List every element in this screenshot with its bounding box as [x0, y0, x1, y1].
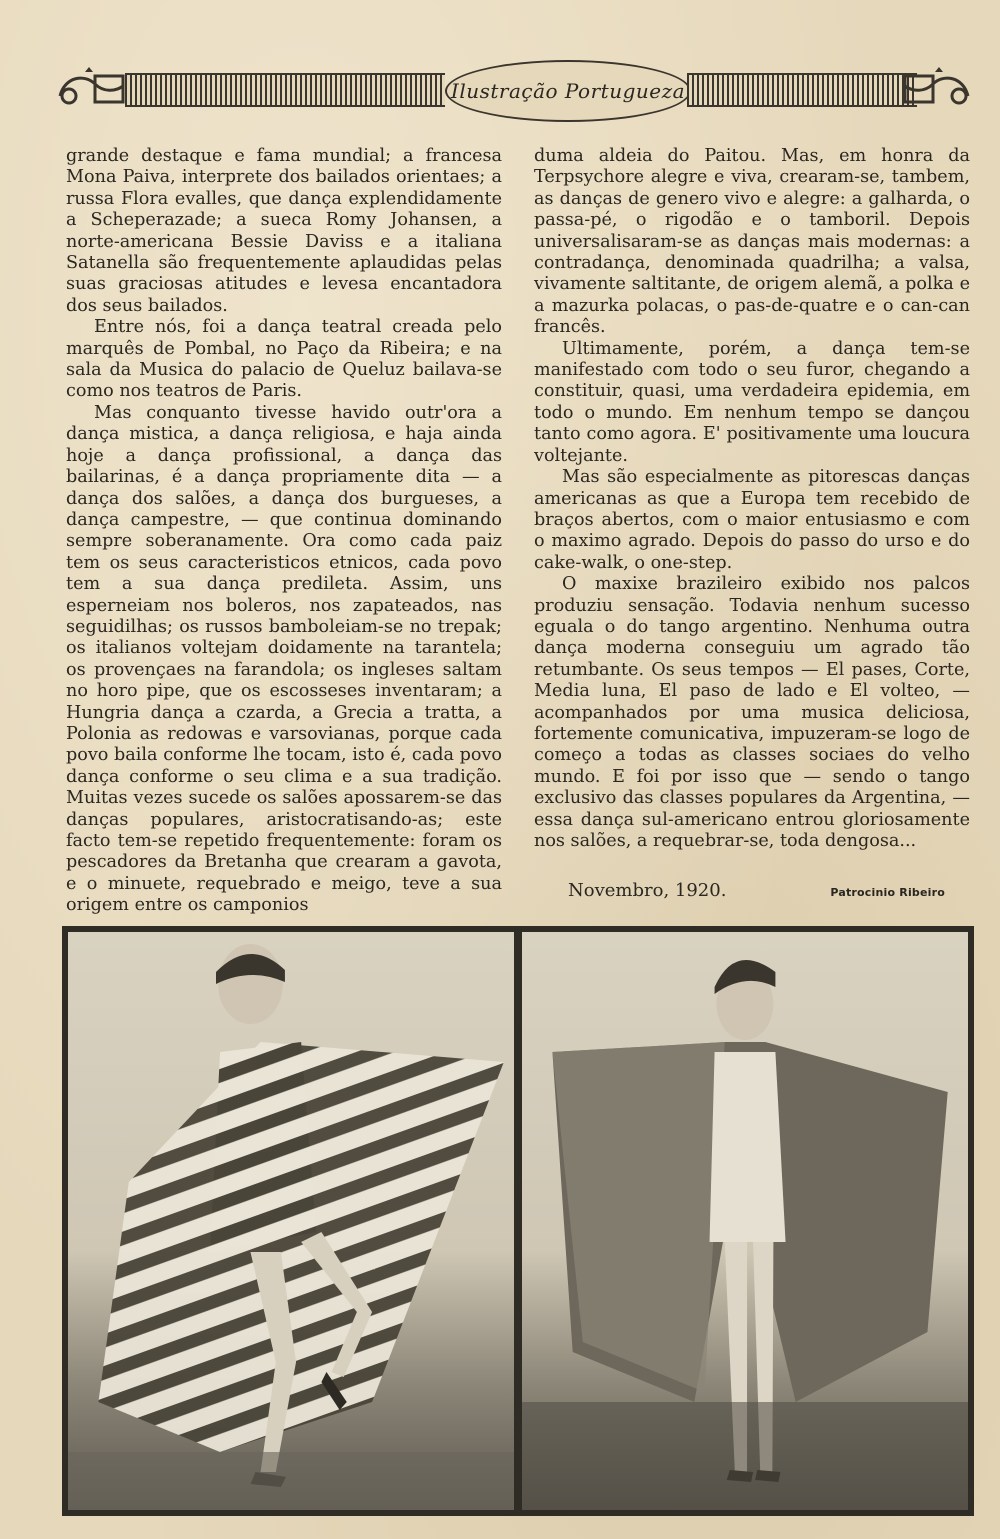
masthead [55, 60, 973, 120]
paragraph: Ultimamente, porém, a dança tem-se manifestado com todo o seu furor, chegando a constituir, quasi, uma verdadeira epidemia, em todo o mundo. Em nenhum tempo se dançou tanto como agora. E' positivamente uma loucura voltejante. [534, 338, 970, 466]
paragraph: O maxixe brazileiro exibido nos palcos produziu sensação. Todavia nenhum sucesso eguala o do tango argentino. Nenhuma outra dança moderna conseguiu um agrado tão retumbante. Os seus tempos — El pases, Corte, Media luna, El paso de lado e El volteo, — acompanhados por uma musica deliciosa, fortemente comunicativa, impuzeram-se logo de começo a todas as classes sociaes do velho mundo. E foi por isso que — sendo o tango exclusivo das classes populares da Argentina, — essa dança sul-americano entrou gloriosamente nos salões, a requebrar-se, toda dengosa... [534, 574, 970, 851]
article-author: Patrocinio Ribeiro [830, 886, 945, 899]
masthead-title: Ilustração Portugueza [450, 79, 686, 103]
dancer-photo-dark-cape [522, 932, 968, 1510]
right-text-column [534, 146, 970, 852]
paragraph: Entre nós, foi a dança teatral creada pelo marquês de Pombal, no Paço da Ribeira; e na sala da Musica do palacio de Queluz bailava-se como nos teatros de Paris. [66, 317, 502, 402]
masthead-band-left [125, 73, 445, 107]
dancer-photo-striped-costume [68, 932, 514, 1510]
left-text-column [66, 146, 502, 917]
paragraph: Mas conquanto tivesse havido outr'ora a dança mistica, a dança religiosa, e haja ainda hoje a dança profissional, a dança das bailarinas, é a dança propriamente dita — a dança dos salões, a dança dos burgueses, a dança campestre, — que continua dominando sempre soberanamente. Ora como cada paiz tem os seus caracteristicos etnicos, cada povo tem a sua dança predileta. Assim, uns esperneiam nos boleros, nos zapateados, nas seguidilhas; os russos bamboleiam-se no trepak; os italianos voltejam doidamente na tarantela; os provençaes na farandola; os ingleses saltam no horo pipe, que os escosseses inventaram; a Hungria dança a czarda, a Grecia a tratta, a Polonia as redowas e varsovianas, porque cada povo baila conforme lhe tocam, isto é, cada povo dança conforme o seu clima e a sua tradição. Muitas vezes sucede os salões apossarem-se das danças populares, aristocratisando-as; este facto tem-se repetido frequentemente: foram os pescadores da Bretanha que crearam a gavota, e o minuete, requebrado e meigo, teve a sua origem entre os camponios [66, 402, 502, 916]
right-ornament-icon [903, 66, 973, 110]
masthead-title-frame [445, 60, 691, 122]
dancer-cape-illustration [522, 932, 968, 1510]
paragraph: Mas são especialmente as pitorescas danças americanas as que a Europa tem recebido de braços abertos, com o maior entusiasmo e com o maximo agrado. Depois do passo do urso e do cake-walk, o one-step. [534, 467, 970, 573]
article-date: Novembro, 1920. [568, 880, 727, 901]
photo-panel [62, 926, 974, 1516]
left-ornament-icon [55, 66, 125, 110]
paragraph: grande destaque e fama mundial; a francesa Mona Paiva, interprete dos bailados orientaes; a russa Flora evalles, que dança explendidamente a Scheperazade; a sueca Romy Johansen, a norte-americana Bessie Daviss e a italiana Satanella são frequentemente aplaudidas pelas suas graciosas atitudes e levesa encantadora dos seus bailados. [66, 146, 502, 316]
signature-line [534, 880, 970, 906]
masthead-band-right [687, 73, 917, 107]
paragraph: duma aldeia do Paitou. Mas, em honra da Terpsychore alegre e viva, crearam-se, tambem, as danças de genero vivo e alegre: a galharda, o passa-pé, o rigodão e o tamboril. Depois universalisaram-se as danças mais modernas: a contradança, denominada quadrilha; a valsa, vivamente saltitante, de origem alemã, a polka e a mazurka polacas, o pas-de-quatre e o can-can francês. [534, 146, 970, 338]
dancer-striped-illustration [68, 932, 514, 1510]
